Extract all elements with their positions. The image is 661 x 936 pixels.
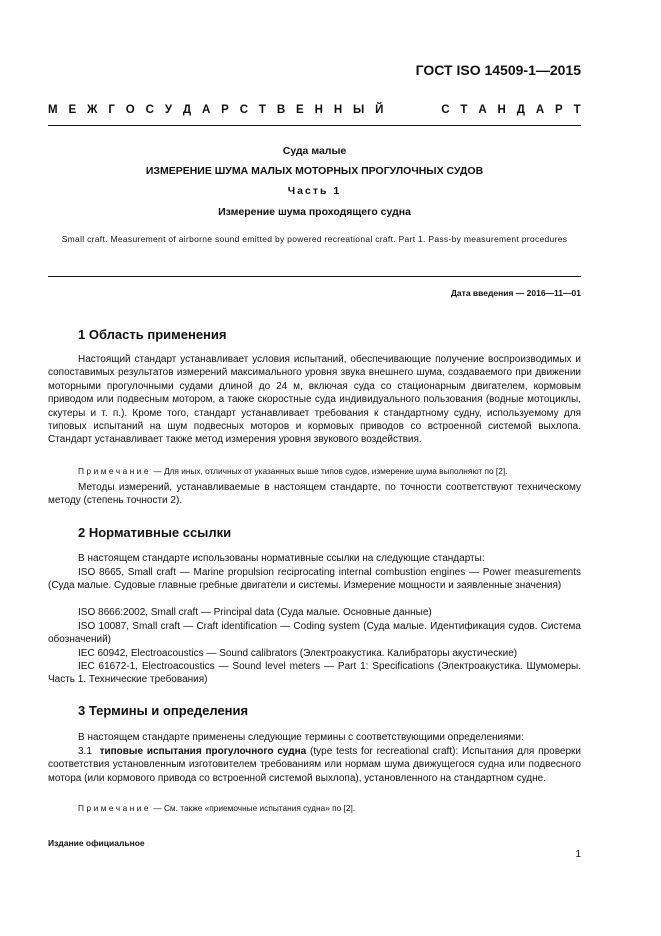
banner-letter: Д: [182, 104, 192, 116]
section-2-ref-4: IEC 60942, Electroacoustics — Sound calibrators (Электроакустика. Калибраторы акустические): [78, 648, 518, 659]
banner-gap: [394, 104, 430, 116]
section-2-ref-5: IEC 61672-1, Electroacoustics — Sound level meters — Part 1: Specifications (Электроакустика. Шумомеры. Часть 1. Технические требования): [48, 661, 581, 686]
banner-letter: Ы: [353, 104, 365, 116]
section-2-ref-3: ISO 10087, Small craft — Craft identification — Coding system (Суда малые. Идентификация судов. Система обозначений): [48, 621, 581, 646]
banner-letter: Й: [375, 104, 384, 116]
section-2-ref-1: ISO 8665, Small craft — Marine propulsion reciprocating internal combustion engines — Power measurements (Суда малые. Судовые главные гребные двигатели и системы. Измерение мощности и заявленные значения): [48, 567, 581, 592]
section-1-paragraph-1: Настоящий стандарт устанавливает условия испытаний, обеспечивающие получение воспроизводимых и сопоставимых результатов измерений максимального уровня звука внешнего шума, создаваемого при движении моторными прогулочными судами длиной до 24 м, включая суда со стационарным двигателем, кормовым приводом или подвесным мотором, а также скоростные суда индивидуального пользования (водные мотоциклы, скутеры и т. п.). Кроме того, стандарт устанавливает требования к стандартному судну, используемому для типовых испытаний на шум подвесных моторов и кормовых приводов со встроенной системой выхлопа. Стандарт устанавливает также метод измерения уровня звукового воздействия.: [48, 354, 581, 446]
bottom-rule: [48, 276, 581, 277]
section-2-paragraph-1: В настоящем стандарте использованы нормативные ссылки на следующие стандарты:: [78, 553, 485, 564]
title-part: Часть 1: [287, 185, 342, 197]
edition-label: Издание официальное: [48, 838, 145, 848]
title-line-2: ИЗМЕРЕНИЕ ШУМА МАЛЫХ МОТОРНЫХ ПРОГУЛОЧНЫХ СУДОВ: [145, 165, 484, 177]
banner-letter: Д: [516, 104, 525, 116]
banner-letter: Е: [296, 104, 304, 116]
banner-letter: А: [201, 104, 211, 116]
section-3-term-3-1: 3.1 типовые испытания прогулочного судна (type tests for recreational craft): Испытания для проверки соответствия установленным изготовителем требованиям или нормам шума движущегося судна или подвесного мотора (или кормового привода со встроенной системой выхлопа), установленного на стандартном судне.: [48, 746, 581, 784]
title-line-1: Суда малые: [282, 145, 347, 157]
english-title: Small craft. Measurement of airborne sound emitted by powered recreational craft. Part 1. Pass-by measurement procedures: [61, 234, 568, 244]
banner-letter: Т: [573, 104, 581, 116]
banner-letter: Н: [333, 104, 343, 116]
section-2-ref-2: ISO 8666:2002, Small craft — Principal data (Суда малые. Основные данные): [78, 607, 432, 618]
section-2-heading: 2 Нормативные ссылки: [78, 525, 232, 540]
title-line-4: Измерение шума проходящего судна: [218, 206, 411, 218]
intro-date: Дата введения — 2016—11—01: [450, 288, 581, 298]
section-3-heading: 3 Термины и определения: [78, 703, 249, 718]
section-1-paragraph-2: Методы измерений, устанавливаемые в настоящем стандарте, по точности соответствуют техническому методу (степень точности 2).: [48, 482, 581, 507]
banner-letter: Е: [68, 104, 77, 116]
top-rule: [48, 125, 581, 126]
banner-letter: А: [535, 104, 545, 116]
document-code: ГОСТ ISO 14509-1—2015: [415, 62, 581, 78]
banner-letter: Г: [108, 104, 115, 116]
section-3-note: Примечание — См. также «приемочные испытания судна» по [2].: [78, 803, 356, 813]
section-1-note: Примечание — Для иных, отличных от указанных выше типов судов, измерение шума выполняют по [2].: [78, 466, 508, 476]
banner-letter: Т: [460, 104, 468, 116]
banner-letter: С: [441, 104, 450, 116]
banner-letter: С: [145, 104, 154, 116]
term-name: типовые испытания прогулочного судна: [99, 746, 307, 757]
banner-letter: Ж: [87, 104, 98, 116]
banner-letter: У: [164, 104, 172, 116]
banner-letter: В: [276, 104, 286, 116]
section-3-paragraph-1: В настоящем стандарте применены следующие термины с соответствующими определениями:: [78, 732, 524, 743]
banner-letter: О: [125, 104, 135, 116]
standard-banner: [48, 104, 581, 116]
banner-letter: М: [48, 104, 58, 116]
page-number: 1: [575, 849, 581, 860]
banner-letter: Н: [497, 104, 506, 116]
banner-letter: Р: [221, 104, 229, 116]
banner-letter: Н: [314, 104, 323, 116]
banner-letter: Т: [258, 104, 266, 116]
banner-letter: А: [478, 104, 487, 116]
banner-letter: С: [239, 104, 249, 116]
section-1-heading: 1 Область применения: [78, 327, 227, 342]
banner-letter: Р: [555, 104, 563, 116]
